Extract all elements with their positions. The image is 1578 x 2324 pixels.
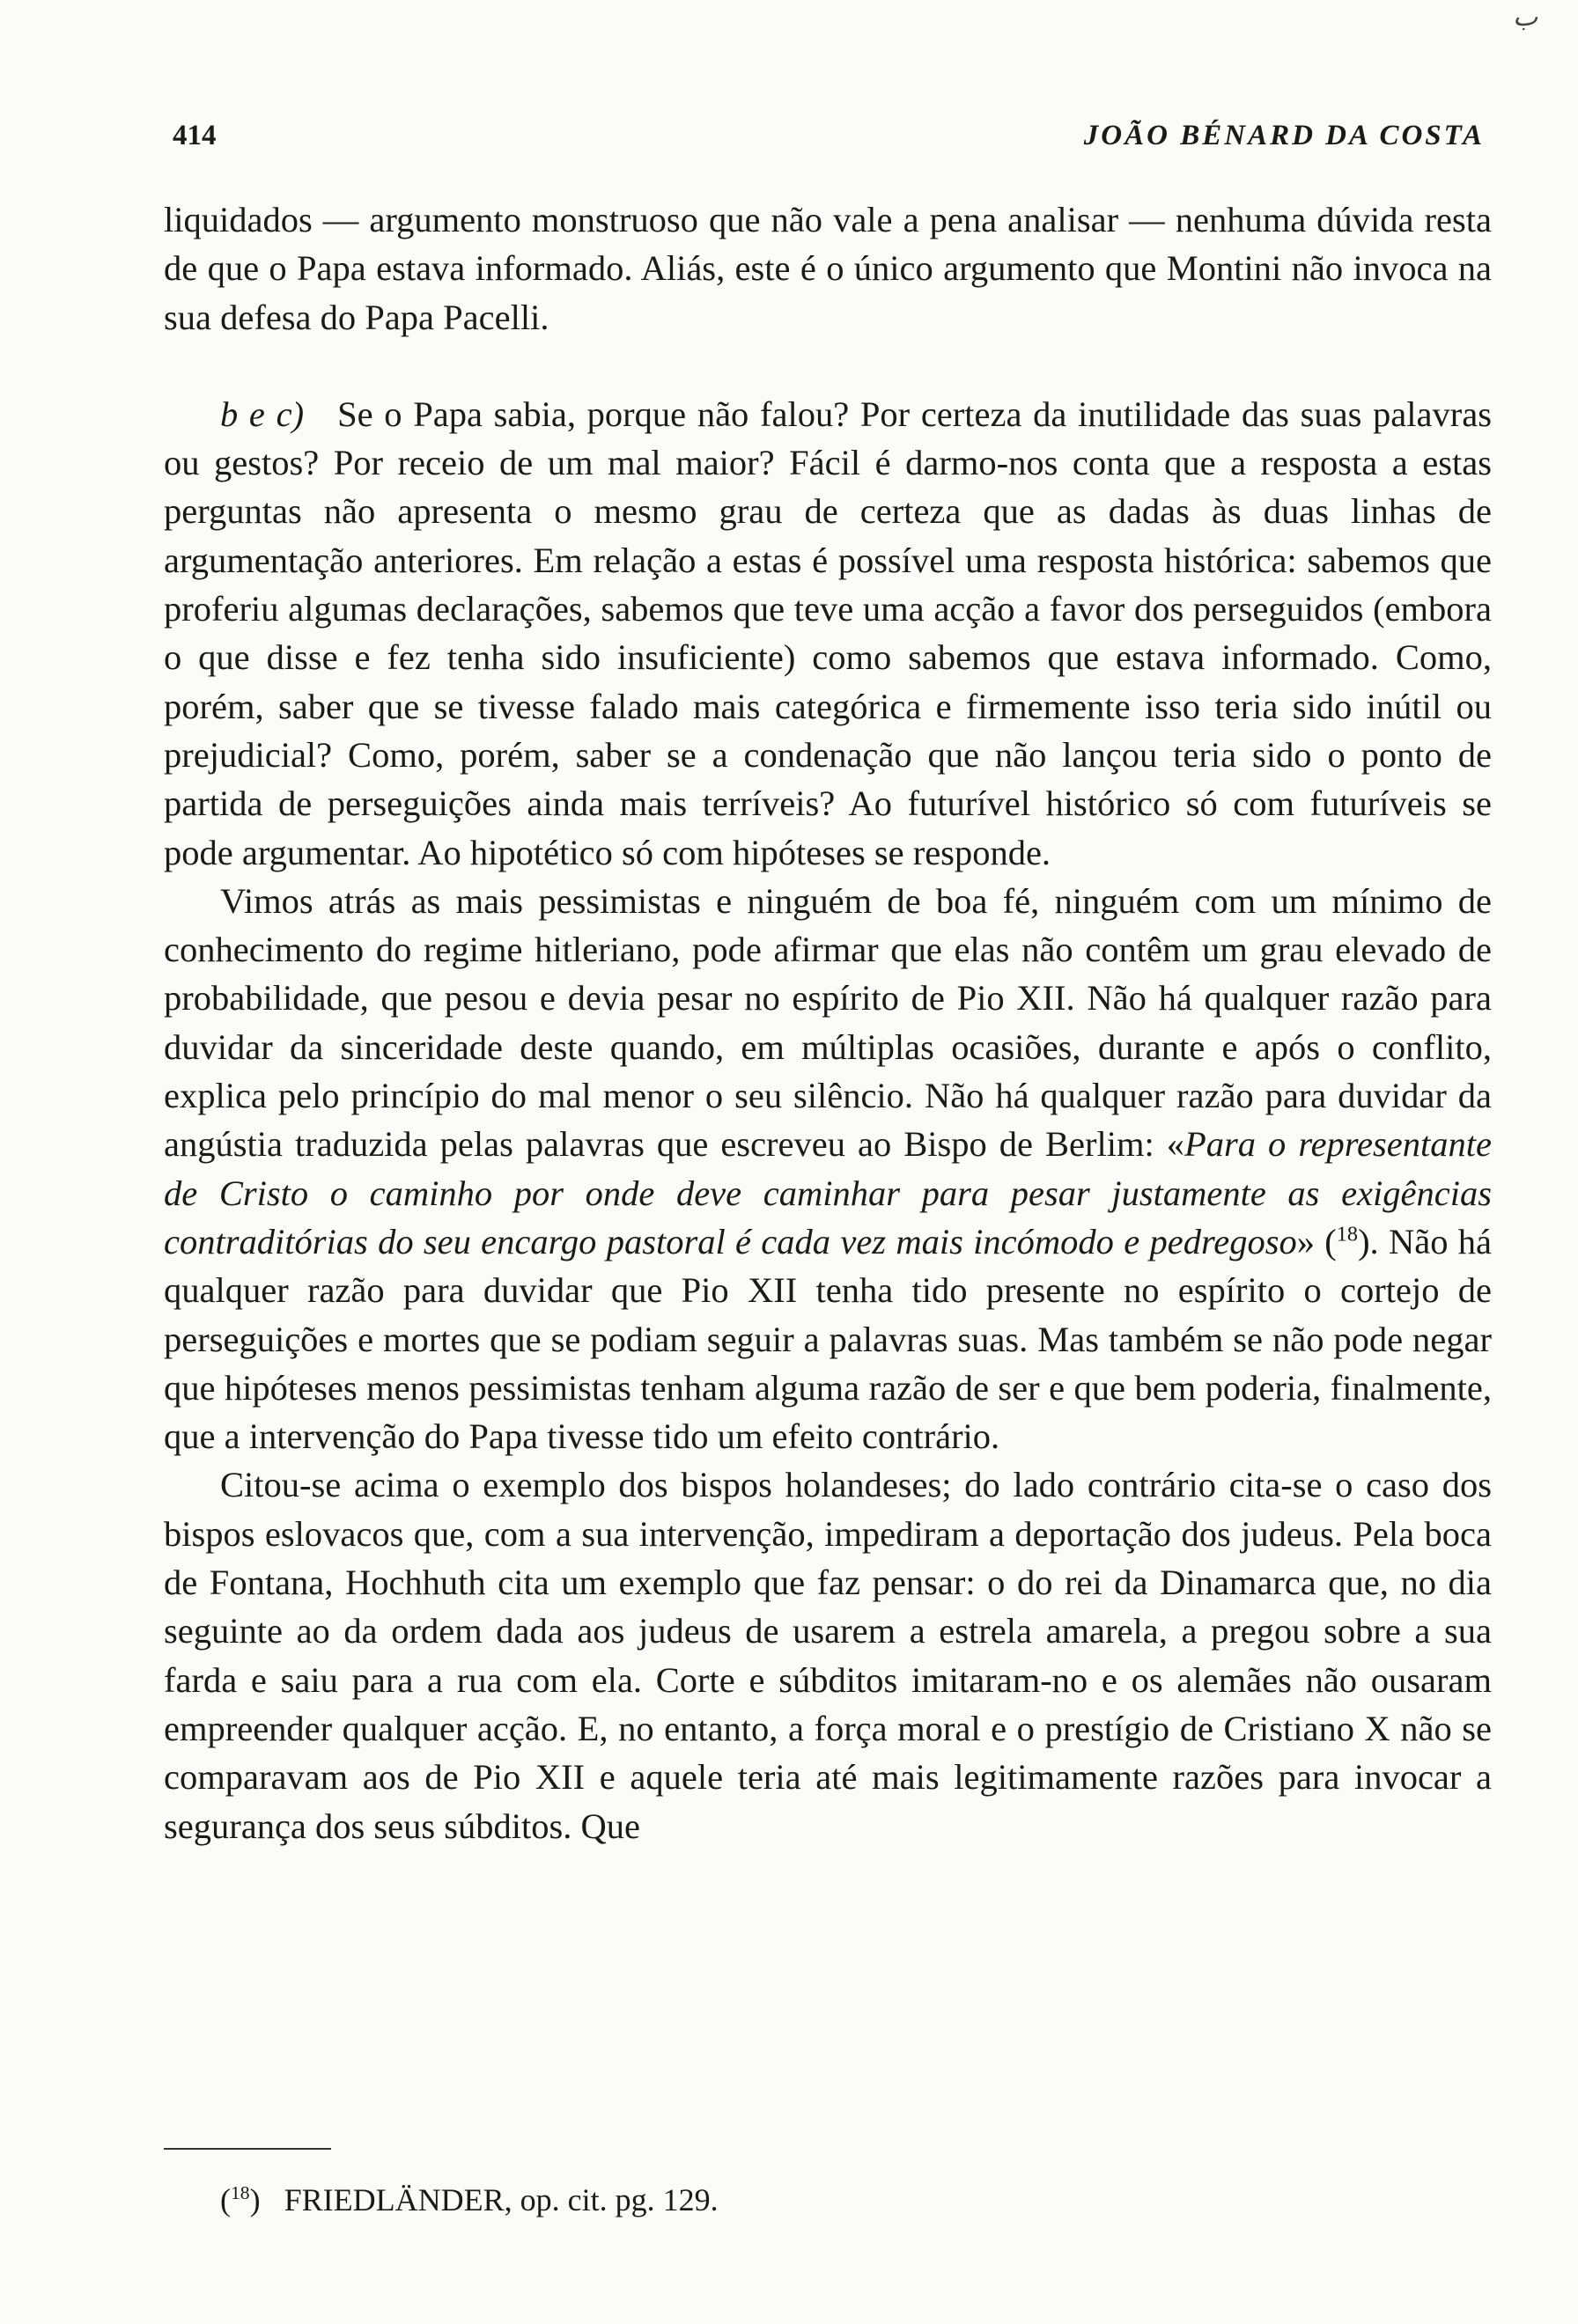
footnote: ($^{18}$) FRIEDLÄNDER, op. cit. pg. 129. <box>220 2182 719 2217</box>
paragraph-3 <box>164 877 1492 1461</box>
body-text <box>164 195 1492 1850</box>
handwritten-mark: ب <box>1513 3 1538 32</box>
page-header <box>173 120 1485 164</box>
footnote-number: 18 <box>231 2182 250 2203</box>
paragraph-3-close: » ( <box>1296 1221 1337 1261</box>
paragraph-3-text-b: ). Não há qualquer razão para duvidar que Pio XII tenha tido presente no espírito o cortejo de perseguições e mortes que se podiam seguir a palavras suas. Mas também se não pode negar que hipóteses menos pessimistas tenham alguma razão de ser e que bem poderia, finalmente, que a intervenção do Papa tivesse tido um efeito contrário. <box>164 1221 1492 1457</box>
running-head: JOÃO BÉNARD DA COSTA <box>1083 120 1485 151</box>
paragraph-2-text: Se o Papa sabia, porque não falou? Por certeza da inutilidade das suas palavras ou gestos? Por receio de um mal maior? Fácil é darmo-nos conta que a resposta a estas perguntas não apresenta o mesmo grau de certeza que as dadas às duas linhas de argumentação anteriores. Em relação a estas é possível uma resposta histórica: sabemos que proferiu algumas declarações, sabemos que teve uma acção a favor dos perseguidos (embora o que disse e fez tenha sido insuficiente) como sabemos que estava informado. Como, porém, saber que se tivesse falado mais categórica e firmemente isso teria sido inútil ou prejudicial? Como, porém, saber se a condenação que não lançou teria sido o ponto de partida de perseguições ainda mais terríveis? Ao futurível histórico só com futuríveis se pode argumentar. Ao hipotético só com hipóteses se responde. <box>164 393 1492 872</box>
paragraph-3-text-a: Vimos atrás as mais pessimistas e ninguém de boa fé, ninguém com um mínimo de conhecimento do regime hitleriano, pode afirmar que elas não contêm um grau elevado de probabilidade, que pesou e devia pesar no espírito de Pio XII. Não há qualquer razão para duvidar da sinceridade deste quando, em múltiplas ocasiões, durante e após o conflito, explica pelo princípio do mal menor o seu silêncio. Não há qualquer razão para duvidar da angústia traduzida pelas palavras que escreveu ao Bispo de Berlim: « <box>164 880 1492 1165</box>
paragraph-1: liquidados — argumento monstruoso que não vale a pena analisar — nenhuma dúvida resta de que o Papa estava informado. Aliás, este é o único argumento que Montini não invoca na sua defesa do Papa Pacelli. <box>164 200 1492 337</box>
page-number: 414 <box>173 120 217 151</box>
footnote-reference[interactable]: 18 <box>1336 1222 1359 1247</box>
paragraph-4: Citou-se acima o exemplo dos bispos holandeses; do lado contrário cita-se o caso dos bispos eslovacos que, com a sua intervenção, impediram a deportação dos judeus. Pela boca de Fontana, Hochhuth cita um exemplo que faz pensar: o do rei da Dinamarca que, no dia seguinte ao da ordem dada aos judeus de usarem a estrela amarela, a pregou sobre a sua farda e saiu para a rua com ela. Corte e súbditos imitaram-no e os alemães não ousaram empreender qualquer acção. E, no entanto, a força moral e o prestígio de Cristiano X não se comparavam aos de Pio XII e aquele teria até mais legitimamente razões para invocar a segurança dos seus súbditos. Que <box>164 1465 1492 1846</box>
paragraph-3-quote: Para o representante de Cristo o caminho por onde deve caminhar para pesar justamente as exigências contraditórias do seu encargo pastoral é cada vez mais incómodo e pedregoso <box>164 1124 1492 1261</box>
paragraph-2-label: b e c) <box>220 393 305 434</box>
footnote-divider <box>164 2148 331 2150</box>
footnote-text: FRIEDLÄNDER, op. cit. pg. 129. <box>284 2182 719 2217</box>
paragraph-2 <box>164 390 1492 877</box>
